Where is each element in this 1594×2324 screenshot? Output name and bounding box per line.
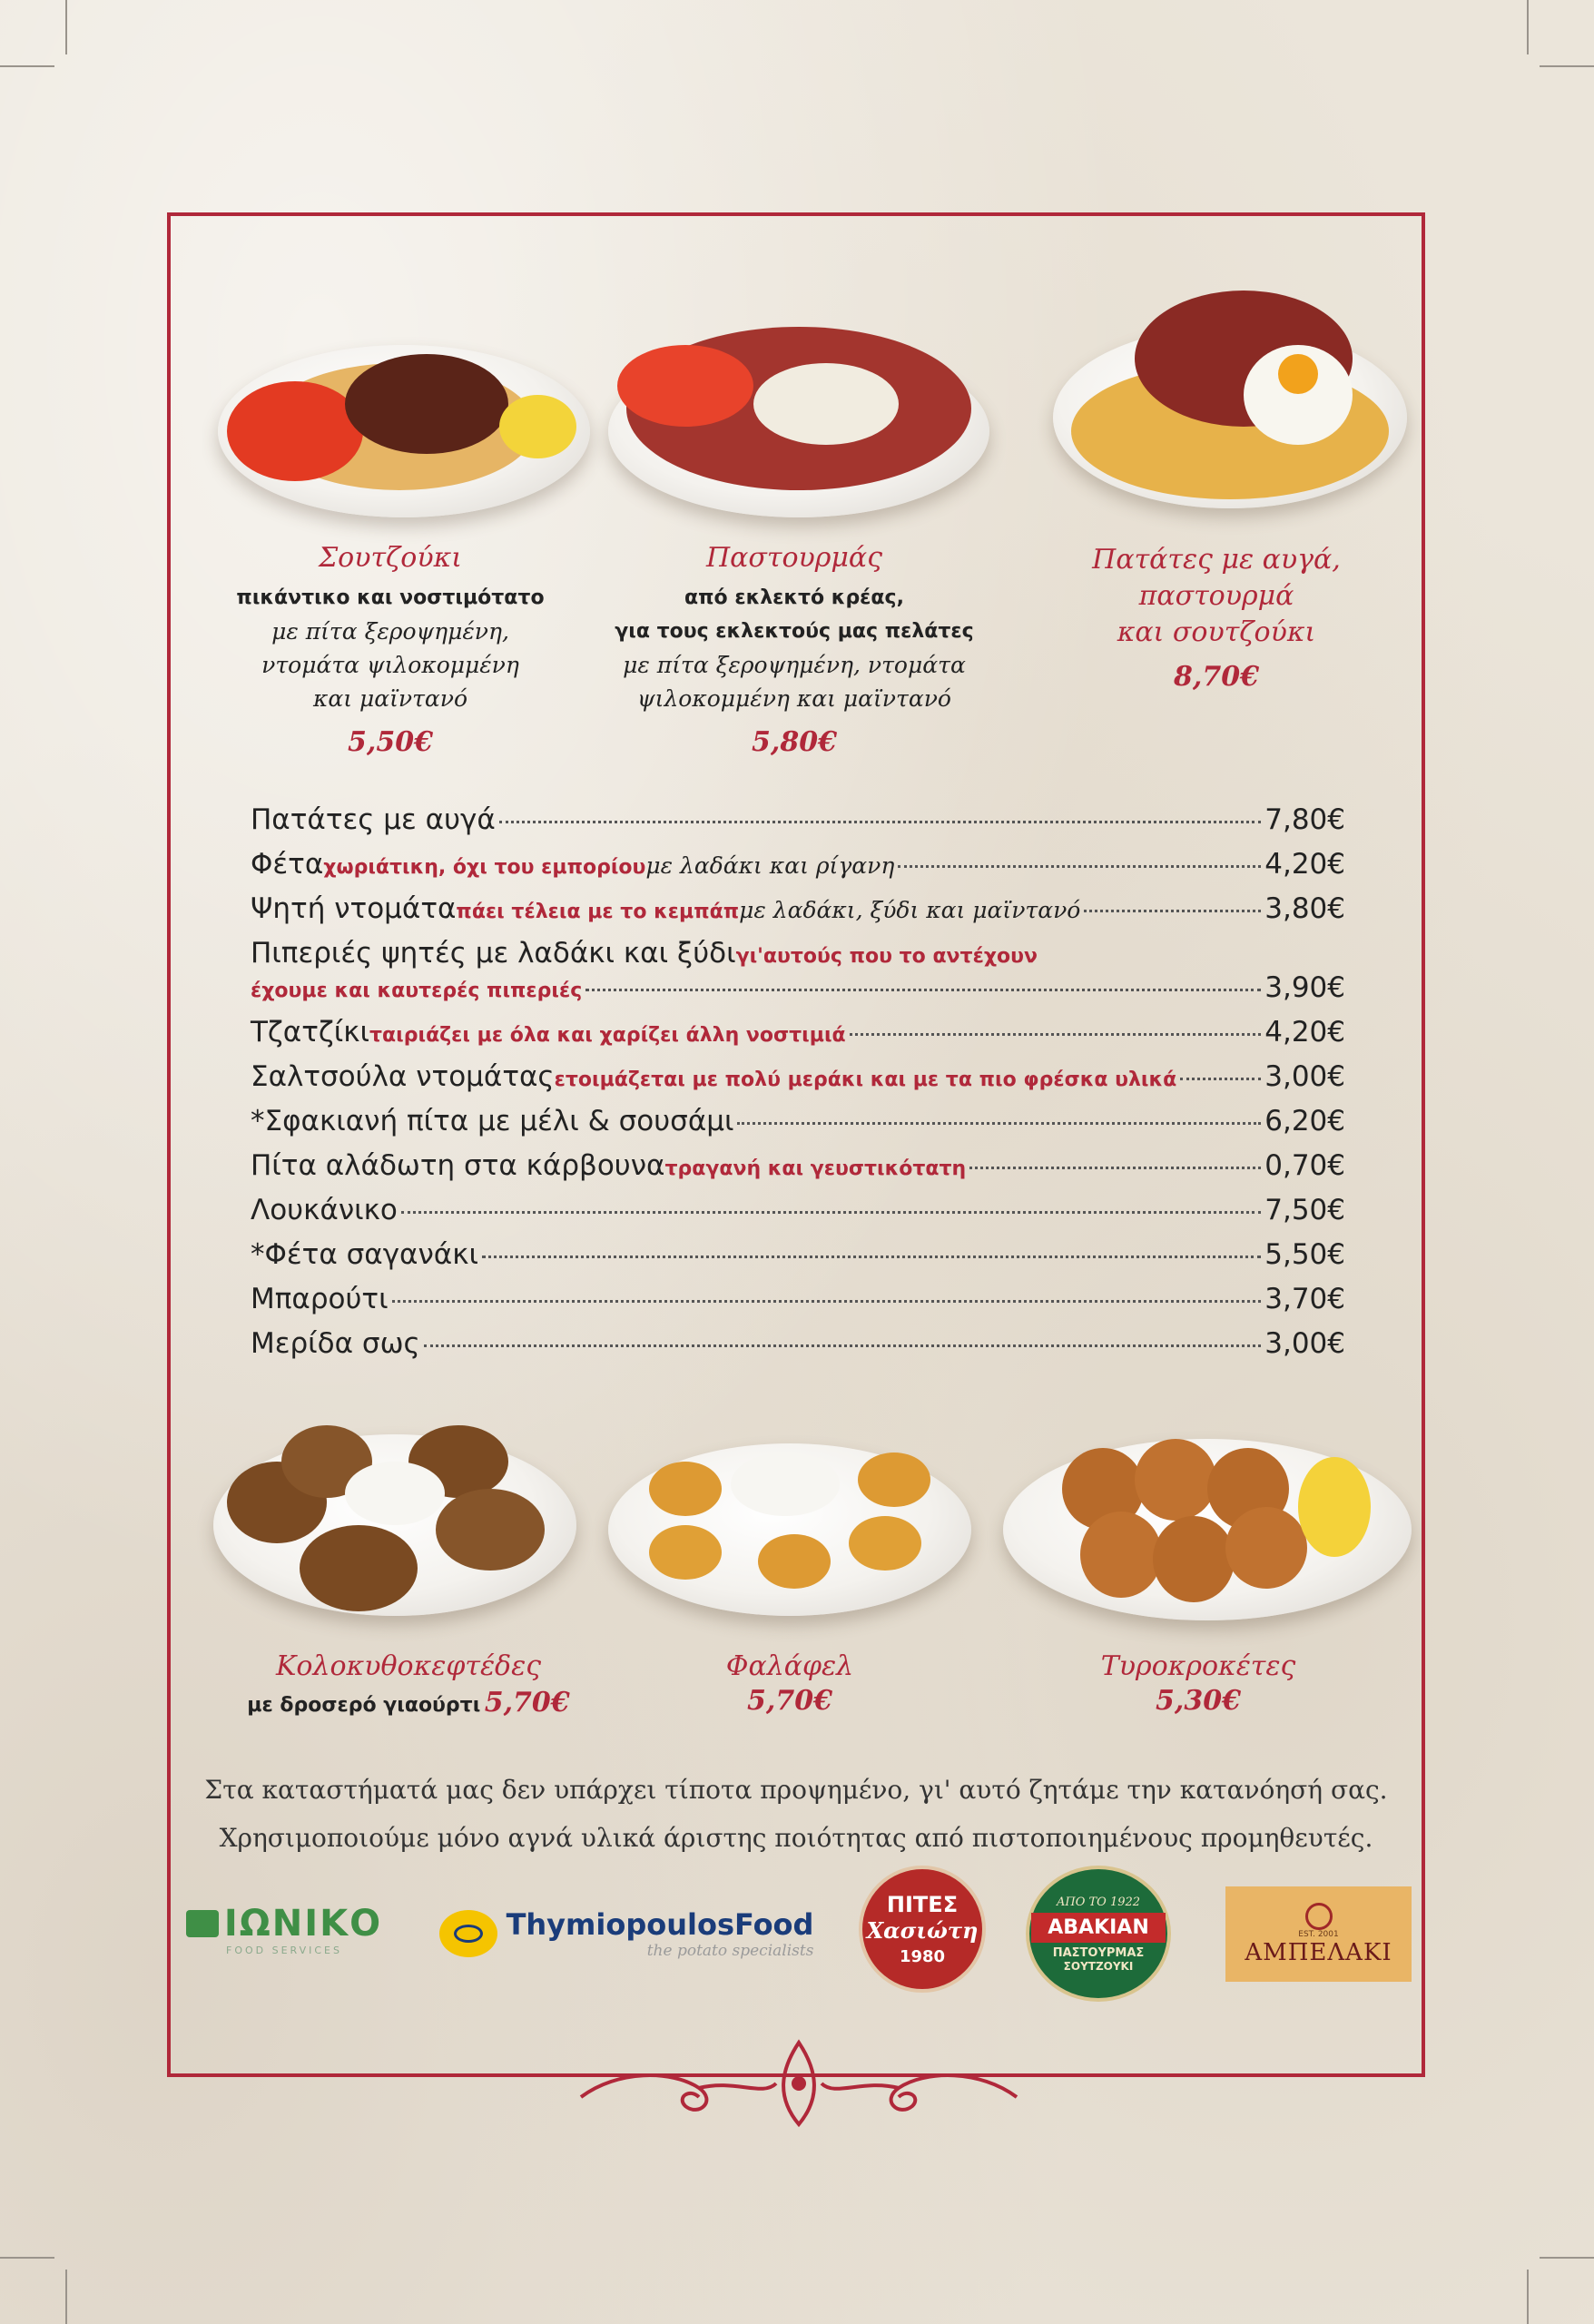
leader-dots [585,989,1261,991]
crop-mark [1540,2257,1594,2259]
item-name: Σαλτσούλα ντομάτας [251,1060,555,1093]
ioniko-emblem [186,1910,219,1937]
item-note: πάει τέλεια με το κεμπάπ [456,901,740,923]
tyrokroketes-title: Τυροκροκέτες [1100,1650,1296,1682]
item-note: τραγανή και γευστικότατη [664,1157,967,1180]
kolokythokeftedes-price: 5,70€ [484,1687,570,1718]
leader-dots [898,865,1261,868]
soutzouki-desc-line: με πίτα ξεροψημένη, [271,618,509,645]
list-item [251,1060,1345,1105]
kolokythokeftedes-sub: με δροσερό γιαούρτι [247,1694,481,1717]
item-name: Πίτα αλάδωτη στα κάρβουνα [251,1149,665,1182]
list-item [251,892,1345,937]
falafel-photo [604,1425,976,1625]
abakian-sub2: ΣΟΥΤΖΟΥΚΙ [1063,1959,1134,1973]
ampelaki-logo [1225,1886,1412,1982]
leader-dots [499,821,1261,823]
thymiopoulos-logo [436,1888,817,1979]
item-price: 3,90€ [1264,971,1345,1004]
item-name: *Φέτα σαγανάκι [251,1238,478,1271]
crop-mark [0,65,54,67]
list-item [251,1105,1345,1149]
item-price: 3,80€ [1264,892,1345,925]
item-price: 5,50€ [1264,1238,1345,1271]
flourish-ornament [563,2034,1035,2133]
ampelaki-est: EST. 2001 [1298,1929,1339,1939]
pastourmas-desc-line: με πίτα ξεροψημένη, ντομάτα [623,652,966,678]
leader-dots [424,1344,1262,1347]
item-name: *Σφακιανή πίτα με μέλι & σουσάμι [251,1105,734,1137]
pastourmas-photo [590,290,1008,527]
ioniko-name: ΙΩΝΙΚΟ [223,1902,383,1945]
item-name: Τζατζίκι [251,1016,370,1049]
list-item-continued [251,971,1345,1016]
patates-title [1035,542,1398,651]
thymiopoulos-sub: the potato specialists [646,1942,814,1960]
list-item [251,1194,1345,1238]
item-price: 4,20€ [1264,848,1345,881]
soutzouki-price: 5,50€ [348,726,433,758]
leader-dots [850,1033,1262,1036]
patates-title-line: Πατάτες με αυγά, [1092,544,1341,576]
pites-hasioti-logo [859,1866,986,1993]
list-item [251,1283,1345,1327]
item-price: 3,00€ [1264,1060,1345,1093]
leader-dots [1180,1078,1261,1080]
leader-dots [401,1211,1261,1214]
soutzouki-title: Σουτζούκι [318,542,463,574]
crop-mark [1540,65,1594,67]
ampelaki-emblem [1305,1903,1333,1930]
leader-dots [969,1167,1261,1169]
item-name: Φέτα [251,848,324,881]
leader-dots [482,1256,1261,1258]
item-price: 3,70€ [1264,1283,1345,1315]
pastourmas-desc-bold: για τους εκλεκτούς μας πελάτες [615,620,974,643]
item-price: 7,80€ [1264,803,1345,836]
item-price: 0,70€ [1264,1149,1345,1182]
ioniko-sub: FOOD SERVICES [226,1944,342,1956]
item-price: 6,20€ [1264,1105,1345,1137]
thymiopoulos-emblem [439,1910,497,1957]
item-name: Ψητή ντομάτα [251,892,457,925]
leader-dots [737,1122,1261,1125]
ioniko-logo [180,1893,389,1965]
item-sub: με λαδάκι και ρίγανη [645,852,895,879]
list-item [251,1016,1345,1060]
footer-note: Στα καταστήματά μας δεν υπάρχει τίποτα προψημένο, γι' αυτό ζητάμε την κατανόησή σας. [204,1775,1388,1805]
price-list [251,803,1345,1372]
tyrokroketes-photo [999,1421,1416,1634]
item-note: ετοιμάζεται με πολύ μεράκι και με τα πιο φρέσκα υλικά [554,1068,1177,1091]
crop-mark [1527,0,1529,54]
patates-photo [1035,272,1416,517]
leader-dots [392,1300,1262,1303]
pites-line2: Χασιώτη [866,1917,979,1944]
thymiopoulos-name: ThymiopoulosFood [506,1907,814,1942]
item-note: χωριάτικη, όχι του εμπορίου [323,856,646,879]
soutzouki-photo [209,309,599,527]
abakian-logo [1026,1866,1171,2002]
kolokythokeftedes-photo [209,1416,581,1625]
item-note: έχουμε και καυτερές πιπεριές [251,980,583,1002]
item-name: Μπαρούτι [251,1283,389,1315]
patates-title-line: παστουρμά [1138,580,1294,612]
falafel-price: 5,70€ [747,1685,832,1717]
list-item [251,848,1345,892]
falafel-title: Φαλάφελ [725,1650,854,1682]
item-price: 4,20€ [1264,1016,1345,1049]
abakian-top: ΑΠΟ ΤΟ 1922 [1056,1895,1141,1909]
soutzouki-desc-line: και μαϊντανό [312,685,468,712]
item-price: 3,00€ [1264,1327,1345,1360]
footer-note: Χρησιμοποιούμε μόνο αγνά υλικά άριστης ποιότητας από πιστοποιημένους προμηθευτές. [219,1823,1373,1853]
crop-mark [1527,2270,1529,2324]
crop-mark [65,0,67,54]
item-price: 7,50€ [1264,1194,1345,1226]
pites-line3: 1980 [899,1947,946,1966]
list-item [251,1238,1345,1283]
pastourmas-desc-bold: από εκλεκτό κρέας, [684,586,904,609]
list-item [251,937,1345,971]
pastourmas-desc [590,581,999,715]
patates-price: 8,70€ [1174,661,1259,693]
pites-line1: ΠΙΤΕΣ [886,1892,959,1917]
item-note: γι'αυτούς που το αντέχουν [735,945,1038,968]
list-item [251,1149,1345,1194]
crop-mark [0,2257,54,2259]
list-item [251,803,1345,848]
item-sub: με λαδάκι, ξύδι και μαϊντανό [739,897,1081,923]
ampelaki-name: ΑΜΠΕΛΑΚΙ [1245,1938,1392,1966]
pastourmas-desc-line: ψιλοκομμένη και μαϊντανό [637,685,951,712]
item-name: Μερίδα σως [251,1327,420,1360]
abakian-name: ΑΒΑΚΙΑΝ [1031,1913,1166,1943]
abakian-sub: ΠΑΣΤΟΥΡΜΑΣ [1052,1945,1145,1960]
crop-mark [65,2270,67,2324]
kolokythokeftedes-title: Κολοκυθοκεφτέδες [275,1650,542,1682]
patates-title-line: και σουτζούκι [1117,616,1316,648]
item-note: ταιριάζει με όλα και χαρίζει άλλη νοστιμιά [369,1024,846,1047]
kolokythokeftedes-sub-row [227,1687,590,1718]
tyrokroketes-price: 5,30€ [1156,1685,1241,1717]
soutzouki-desc-bold: πικάντικο και νοστιμότατο [236,586,545,609]
soutzouki-desc [209,581,572,715]
pastourmas-title: Παστουρμάς [706,542,882,574]
pastourmas-price: 5,80€ [752,726,837,758]
item-name: Πατάτες με αυγά [251,803,496,836]
item-name: Λουκάνικο [251,1194,398,1226]
leader-dots [1084,910,1261,912]
item-name: Πιπεριές ψητές με λαδάκι και ξύδι [251,937,736,970]
soutzouki-desc-line: ντομάτα ψιλοκομμένη [261,652,519,678]
list-item [251,1327,1345,1372]
